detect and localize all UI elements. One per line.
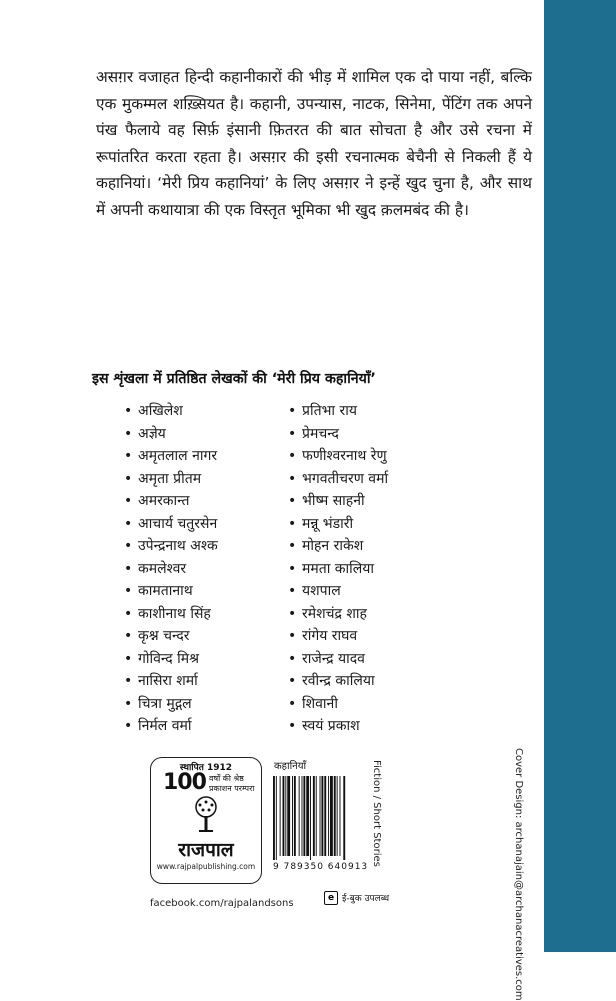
bullet-icon: • xyxy=(124,425,133,442)
isbn-number: 9 789350 640913 xyxy=(273,862,369,872)
bullet-icon: • xyxy=(288,695,297,712)
author-item xyxy=(124,670,284,693)
author-name: कमलेश्वर xyxy=(138,560,187,577)
author-item xyxy=(288,625,488,648)
author-item xyxy=(288,648,488,671)
author-item xyxy=(124,468,284,491)
bullet-icon: • xyxy=(288,538,297,554)
bullet-icon: • xyxy=(288,605,297,622)
author-name: यशपाल xyxy=(302,583,341,599)
author-name: मोहन राकेश xyxy=(302,538,364,554)
author-item xyxy=(124,693,284,716)
author-name: मन्नू भंडारी xyxy=(302,515,354,532)
author-item xyxy=(124,423,284,446)
bullet-icon: • xyxy=(288,470,297,487)
hundred-years-number: 100 xyxy=(163,770,206,795)
author-item xyxy=(288,423,488,446)
ebook-badge xyxy=(324,887,389,906)
author-name: काशीनाथ सिंह xyxy=(138,605,211,622)
author-name: रवीन्द्र कालिया xyxy=(302,673,375,689)
bullet-icon: • xyxy=(124,515,133,532)
author-name: भगवतीचरण वर्मा xyxy=(302,470,389,487)
bullet-icon: • xyxy=(124,538,133,554)
author-list-left xyxy=(124,400,284,738)
author-name: रांगेय राघव xyxy=(302,628,358,644)
bullet-icon: • xyxy=(124,493,133,509)
bullet-icon: • xyxy=(124,560,133,577)
hundred-years-tagline: वर्षों की श्रेष्ठ प्रकाशन परम्परा xyxy=(209,774,255,793)
ebook-icon: e xyxy=(324,891,338,905)
author-item xyxy=(288,670,488,693)
author-item xyxy=(124,625,284,648)
bullet-icon: • xyxy=(288,560,297,577)
publisher-logo-box xyxy=(150,757,262,884)
barcode-category: कहानियाँ xyxy=(274,761,307,772)
series-title: इस शृंखला में प्रतिष्ठित लेखकों की ‘मेरी प्रिय कहानियाँ’ xyxy=(92,371,376,387)
author-name: अमृतलाल नागर xyxy=(138,448,218,464)
bullet-icon: • xyxy=(288,448,297,464)
book-blurb: असग़र वजाहत हिन्दी कहानीकारों की भीड़ में शामिल एक दो पाया नहीं, बल्कि एक मुकम्मल शख़्सियत है। कहानी, उपन्यास, नाटक, सिनेमा, पेंटिंग तक अपने पंख फैलाये वह सिर्फ़ इंसानी फ़ितरत की बात सोचता है और उसे रचना में रूपांतरित करता रहता है। असग़र की इसी रचनात्मक बेचैनी से निकली हैं ये कहानियां। ‘मेरी प्रिय कहानियां’ के लिए असग़र ने इन्हें खुद चुना है, और साथ में अपनी कथायात्रा की एक विस्तृत भूमिका भी खुद क़लमबंद की है। xyxy=(96,68,532,219)
author-name: राजेन्द्र यादव xyxy=(302,650,365,667)
bullet-icon: • xyxy=(124,718,133,734)
author-item xyxy=(124,715,284,738)
bullet-icon: • xyxy=(288,515,297,532)
author-item xyxy=(288,490,488,513)
genre-text: Fiction / Short Stories xyxy=(371,760,382,867)
publisher-brand: राजपाल xyxy=(178,839,234,861)
author-name: अखिलेश xyxy=(138,403,183,419)
bullet-icon: • xyxy=(288,583,297,599)
ebook-label: ई-बुक उपलब्ध xyxy=(342,894,390,904)
barcode-icon xyxy=(273,776,365,860)
author-name: उपेन्द्रनाथ अश्क xyxy=(138,538,218,554)
bullet-icon: • xyxy=(288,628,297,644)
bullet-icon: • xyxy=(288,673,297,689)
bullet-icon: • xyxy=(288,493,297,509)
established-year: स्थापित 1912 xyxy=(179,763,233,773)
author-name: अमरकान्त xyxy=(138,493,190,509)
author-name: प्रेमचन्द xyxy=(302,425,339,442)
publisher-website: www.rajpalpublishing.com xyxy=(156,862,256,871)
author-item xyxy=(124,400,284,423)
author-item xyxy=(124,513,284,536)
author-item xyxy=(288,580,488,603)
cover-design-credit-text: Cover Design: archanajain@archanacreatives.com xyxy=(513,748,524,1001)
bullet-icon: • xyxy=(124,605,133,622)
author-item xyxy=(124,580,284,603)
author-item xyxy=(124,558,284,581)
author-item xyxy=(288,715,488,738)
author-item xyxy=(288,400,488,423)
author-name: फणीश्वरनाथ रेणु xyxy=(302,448,387,464)
author-name: कृश्न चन्दर xyxy=(138,628,190,644)
author-name: चित्रा मुद्गल xyxy=(138,695,192,712)
bullet-icon: • xyxy=(124,583,133,599)
author-name: अज्ञेय xyxy=(138,425,166,442)
author-name: शिवानी xyxy=(302,695,338,712)
author-item xyxy=(124,648,284,671)
bullet-icon: • xyxy=(124,650,133,667)
side-color-band xyxy=(544,0,616,952)
author-item xyxy=(288,603,488,626)
author-name: अमृता प्रीतम xyxy=(138,470,202,487)
author-item xyxy=(288,445,488,468)
author-name: आचार्य चतुरसेन xyxy=(138,515,218,532)
author-item xyxy=(288,693,488,716)
bullet-icon: • xyxy=(288,403,297,419)
publisher-facebook: facebook.com/rajpalandsons xyxy=(150,898,294,909)
author-item xyxy=(288,513,488,536)
author-item xyxy=(288,468,488,491)
bullet-icon: • xyxy=(124,695,133,712)
author-name: रमेशचंद्र शाह xyxy=(302,605,367,622)
author-name: प्रतिभा राय xyxy=(302,403,357,419)
bullet-icon: • xyxy=(124,448,133,464)
bullet-icon: • xyxy=(288,718,297,734)
author-name: निर्मल वर्मा xyxy=(138,718,192,734)
bullet-icon: • xyxy=(124,470,133,487)
cover-design-credit xyxy=(513,748,538,1001)
author-name: स्वयं प्रकाश xyxy=(302,718,360,734)
author-name: भीष्म साहनी xyxy=(302,493,365,509)
author-name: कामतानाथ xyxy=(138,583,193,599)
bullet-icon: • xyxy=(288,425,297,442)
author-name: ममता कालिया xyxy=(302,560,375,577)
bullet-icon: • xyxy=(124,403,133,419)
author-name: गोविन्द मिश्र xyxy=(138,650,200,667)
author-item xyxy=(124,535,284,558)
author-item xyxy=(124,603,284,626)
bullet-icon: • xyxy=(288,650,297,667)
tree-icon xyxy=(191,796,221,834)
author-item xyxy=(288,558,488,581)
bullet-icon: • xyxy=(124,673,133,689)
author-item xyxy=(124,445,284,468)
author-item xyxy=(124,490,284,513)
bullet-icon: • xyxy=(124,628,133,644)
author-list-right xyxy=(288,400,488,738)
author-item xyxy=(288,535,488,558)
author-name: नासिरा शर्मा xyxy=(138,673,198,689)
